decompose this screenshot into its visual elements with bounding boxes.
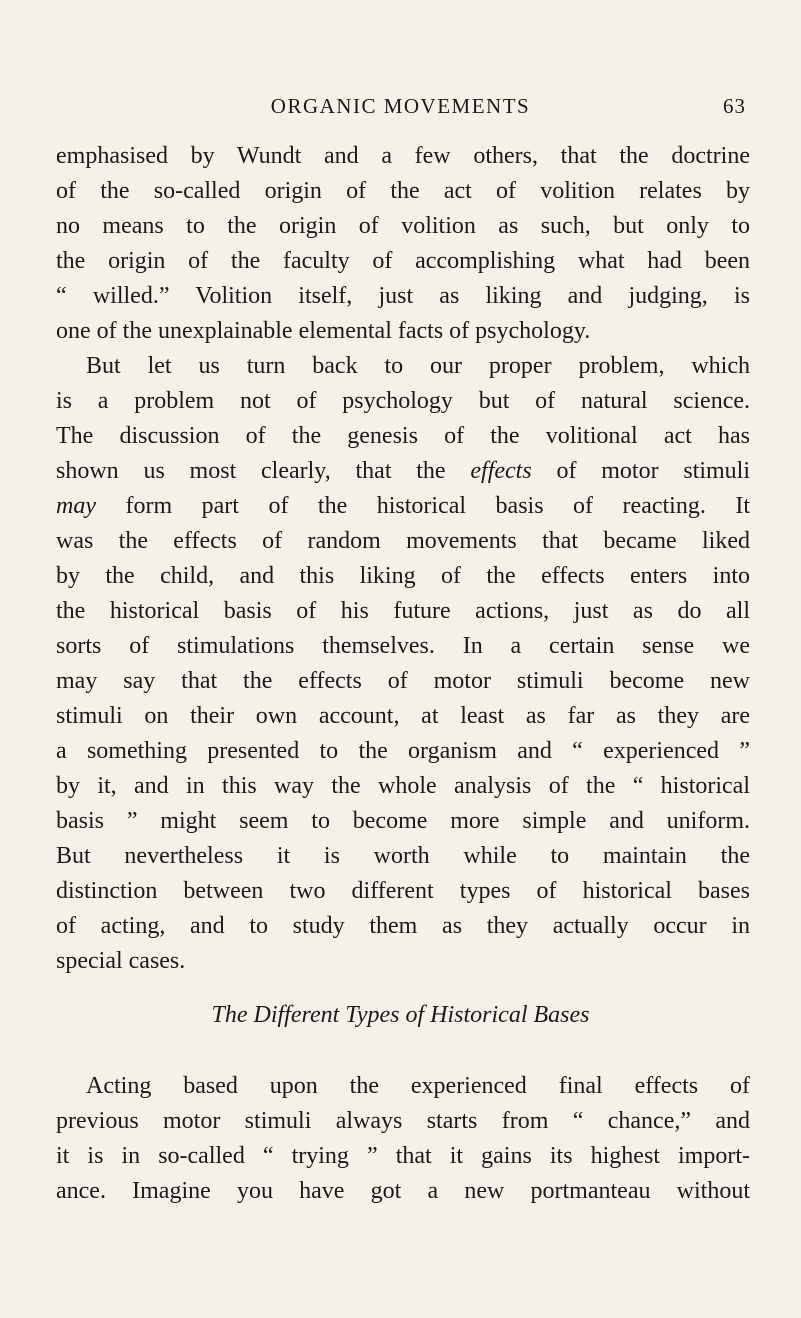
text-line: is a problem not of psychology but of natural science. <box>56 388 750 414</box>
text-line: no means to the origin of volition as such, but only to <box>56 213 750 239</box>
text-line: stimuli on their own account, at least as far as they are <box>56 703 750 729</box>
text-line: ance. Imagine you have got a new portmanteau without <box>56 1178 750 1204</box>
text-line: distinction between two different types of historical bases <box>56 878 750 904</box>
text-segment: of motor stimuli <box>556 458 751 484</box>
running-head <box>0 92 801 122</box>
emphasis-word: effects <box>470 458 532 484</box>
text-line: the origin of the faculty of accomplishing what had been <box>56 248 750 274</box>
text-segment: form part of the historical basis of reacting. It <box>125 493 750 519</box>
text-line-with-emphasis <box>56 454 750 489</box>
paragraph-3 <box>56 1069 750 1209</box>
text-line: a something presented to the organism and “ experienced ” <box>56 738 750 764</box>
page-number: 63 <box>723 94 746 118</box>
text-line: previous motor stimuli always starts from “ chance,” and <box>56 1108 750 1134</box>
text-line: special cases. <box>56 948 186 974</box>
text-segment: shown us most clearly, that the <box>56 458 446 484</box>
emphasis-word: may <box>56 493 96 519</box>
text-line-with-emphasis <box>56 489 750 524</box>
text-line: was the effects of random movements that became liked <box>56 528 750 554</box>
text-line: Acting based upon the experienced final effects of <box>86 1073 750 1099</box>
text-line: by it, and in this way the whole analysis of the “ historical <box>56 773 750 799</box>
paragraph-1 <box>56 139 750 349</box>
text-line: one of the unexplainable elemental facts of psychology. <box>56 318 591 344</box>
paragraph-2 <box>56 349 750 979</box>
text-line: by the child, and this liking of the effects enters into <box>56 563 750 589</box>
text-line: it is in so-called “ trying ” that it gains its highest import- <box>56 1143 750 1169</box>
running-title: ORGANIC MOVEMENTS <box>270 94 531 118</box>
section-heading: The Different Types of Historical Bases <box>211 1002 590 1028</box>
text-line: may say that the effects of motor stimuli become new <box>56 668 750 694</box>
text-line: sorts of stimulations themselves. In a certain sense we <box>56 633 750 659</box>
text-line: the historical basis of his future actions, just as do all <box>56 598 750 624</box>
text-line: basis ” might seem to become more simple and uniform. <box>56 808 750 834</box>
text-line: of the so-called origin of the act of volition relates by <box>56 178 750 204</box>
text-line: “ willed.” Volition itself, just as liking and judging, is <box>56 283 750 309</box>
text-line: But let us turn back to our proper problem, which <box>86 353 750 379</box>
text-line: of acting, and to study them as they actually occur in <box>56 913 750 939</box>
text-line: emphasised by Wundt and a few others, that the doctrine <box>56 143 750 169</box>
text-line: The discussion of the genesis of the volitional act has <box>56 423 750 449</box>
text-line: But nevertheless it is worth while to maintain the <box>56 843 750 869</box>
